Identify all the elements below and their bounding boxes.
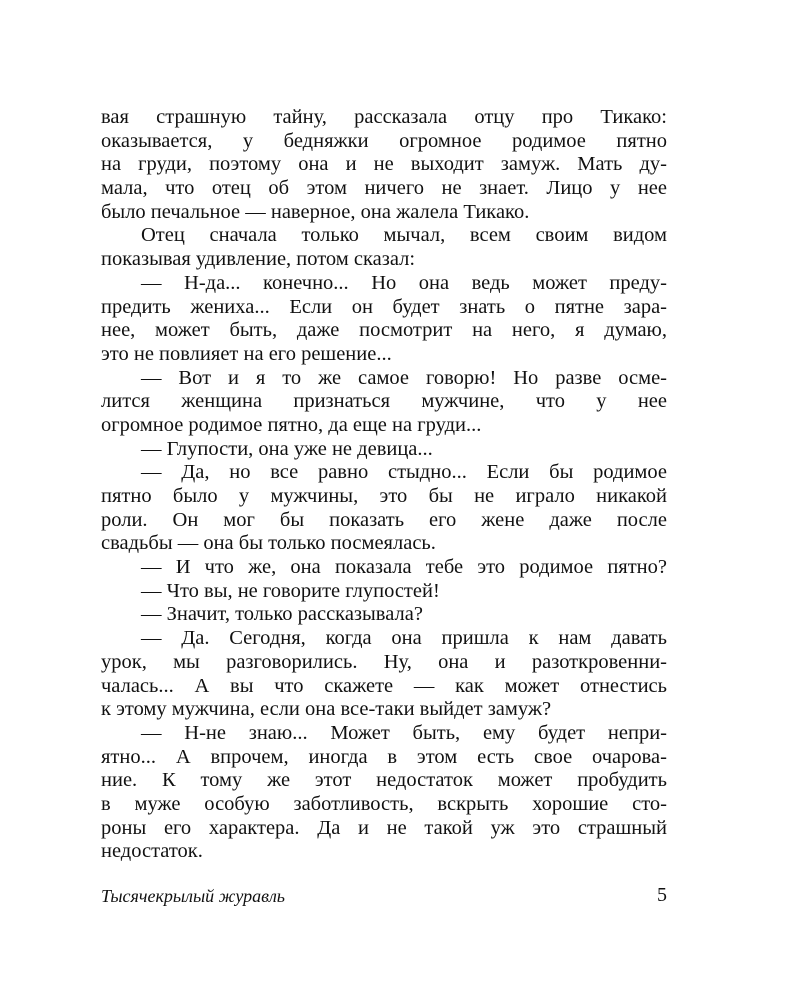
text-line: — Значит, только рассказывала? xyxy=(141,603,423,626)
text-line: в муже особую заботливость, вскрыть хорошие сто- xyxy=(101,792,667,815)
text-line: — Да. Сегодня, когда она пришла к нам давать xyxy=(141,627,667,650)
text-line: к этому мужчина, если она все-таки выйдет замуж? xyxy=(101,698,552,721)
text-line: урок, мы разговорились. Ну, она и разоткровенни- xyxy=(101,650,667,673)
text-line: — Н-да... конечно... Но она ведь может преду- xyxy=(141,271,667,294)
text-line: пятно было у мужчины, это бы не играло никакой xyxy=(101,485,667,507)
text-line: — Глупости, она уже не девица... xyxy=(141,437,433,460)
text-line: роли. Он мог бы показать его жене даже после xyxy=(101,508,667,531)
text-line: было печальное — наверное, она жалела Тикако. xyxy=(101,200,530,223)
text-line: Отец сначала только мычал, всем своим видом xyxy=(141,224,667,247)
text-line: предить жениха... Если он будет знать о пятне зара- xyxy=(101,295,667,318)
text-line: ятно... А впрочем, иногда в этом есть свое очарова- xyxy=(101,745,667,768)
text-line: недостаток. xyxy=(101,840,203,863)
text-line: чалась... А вы что скажете — как может отнестись xyxy=(101,674,667,697)
page-number: 5 xyxy=(657,884,667,906)
text-line: — Что вы, не говорите глупостей! xyxy=(141,579,440,602)
text-line: свадьбы — она бы только посмеялась. xyxy=(101,532,436,555)
text-line: показывая удивление, потом сказал: xyxy=(101,248,416,271)
text-line: это не повлияет на его решение... xyxy=(101,342,392,365)
text-line: на груди, поэтому она и не выходит замуж. Мать ду- xyxy=(101,153,667,176)
text-line: ние. К тому же этот недостаток может пробудить xyxy=(101,769,667,792)
text-line: нее, может быть, даже посмотрит на него, я думаю, xyxy=(101,319,667,342)
text-line: вая страшную тайну, рассказала отцу про Тикако: xyxy=(101,106,667,128)
text-line: мала, что отец об этом ничего не знает. Лицо у нее xyxy=(101,177,667,200)
text-line: — Н-не знаю... Может быть, ему будет непри- xyxy=(141,721,667,744)
text-line: — Да, но все равно стыдно... Если бы родимое xyxy=(141,461,667,484)
text-line: — Вот и я то же самое говорю! Но разве осме- xyxy=(141,366,667,389)
text-line: роны его характера. Да и не такой уж это страшный xyxy=(101,816,667,839)
text-line: — И что же, она показала тебе это родимое пятно? xyxy=(141,556,667,579)
text-line: огромное родимое пятно, да еще на груди... xyxy=(101,413,482,436)
text-line: лится женщина признаться мужчине, что у нее xyxy=(101,390,667,413)
body-text xyxy=(101,106,667,864)
text-line: оказывается, у бедняжки огромное родимое пятно xyxy=(101,129,667,152)
running-footer-title: Тысячекрылый журавль xyxy=(101,886,285,906)
